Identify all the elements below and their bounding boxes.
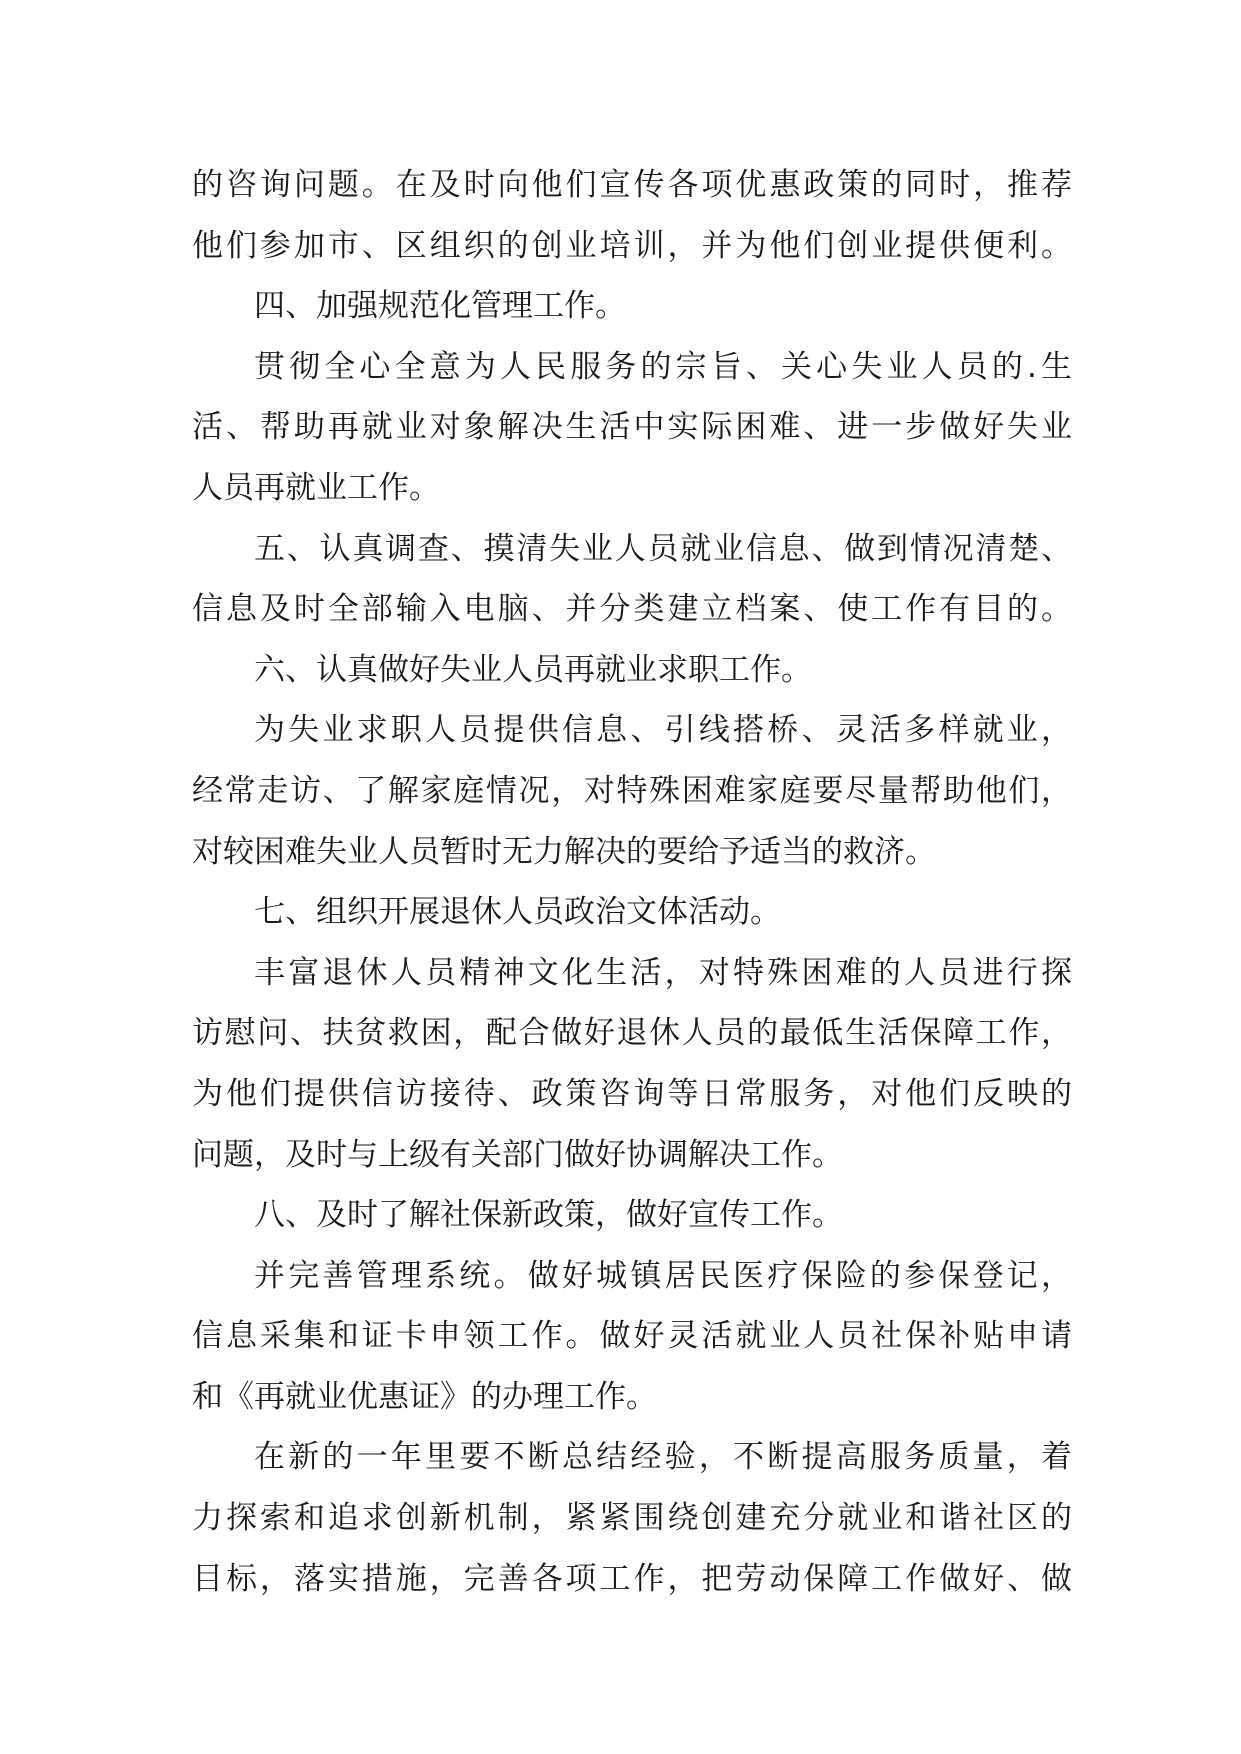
text-line: 为他们提供信访接待、政策咨询等日常服务，对他们反映的	[192, 1075, 1072, 1112]
text-line: 访慰问、扶贫救困，配合做好退休人员的最低生活保障工作，	[192, 1015, 1072, 1052]
text-line: 对较困难失业人员暂时无力解决的要给予适当的救济。	[192, 833, 936, 870]
text-line: 和《再就业优惠证》的办理工作。	[192, 1378, 657, 1415]
text-line: 为失业求职人员提供信息、引线搭桥、灵活多样就业，	[254, 712, 1072, 749]
text-line: 的咨询问题。在及时向他们宣传各项优惠政策的同时，推荐	[192, 167, 1072, 203]
text-line: 活、帮助再就业对象解决生活中实际困难、进一步做好失业	[192, 409, 1072, 446]
text-line: 经常走访、了解家庭情况，对特殊困难家庭要尽量帮助他们，	[192, 772, 1072, 809]
section-heading: 八、及时了解社保新政策，做好宣传工作。	[254, 1197, 843, 1234]
text-line: 在新的一年里要不断总结经验，不断提高服务质量，着	[254, 1439, 1072, 1476]
text-line: 并完善管理系统。做好城镇居民医疗保险的参保登记，	[254, 1257, 1072, 1294]
document-body	[192, 155, 1072, 1609]
text-line: 他们参加市、区组织的创业培训，并为他们创业提供便利。	[192, 227, 1072, 264]
section-heading: 四、加强规范化管理工作。	[254, 288, 626, 325]
text-line: 丰富退休人员精神文化生活，对特殊困难的人员进行探	[254, 954, 1072, 991]
section-heading: 六、认真做好失业人员再就业求职工作。	[254, 651, 812, 688]
text-line: 力探索和追求创新机制，紧紧围绕创建充分就业和谐社区的	[192, 1500, 1072, 1537]
text-line: 信息采集和证卡申领工作。做好灵活就业人员社保补贴申请	[192, 1318, 1072, 1355]
text-line: 贯彻全心全意为人民服务的宗旨、关心失业人员的.生	[254, 348, 1072, 385]
section-heading: 七、组织开展退休人员政治文体活动。	[254, 894, 781, 931]
text-line: 信息及时全部输入电脑、并分类建立档案、使工作有目的。	[192, 591, 1072, 628]
text-line: 问题，及时与上级有关部门做好协调解决工作。	[192, 1136, 843, 1173]
text-line: 人员再就业工作。	[192, 469, 440, 506]
section-heading: 五、认真调查、摸清失业人员就业信息、做到情况清楚、	[254, 530, 1072, 567]
text-line: 目标，落实措施，完善各项工作，把劳动保障工作做好、做	[192, 1560, 1072, 1597]
